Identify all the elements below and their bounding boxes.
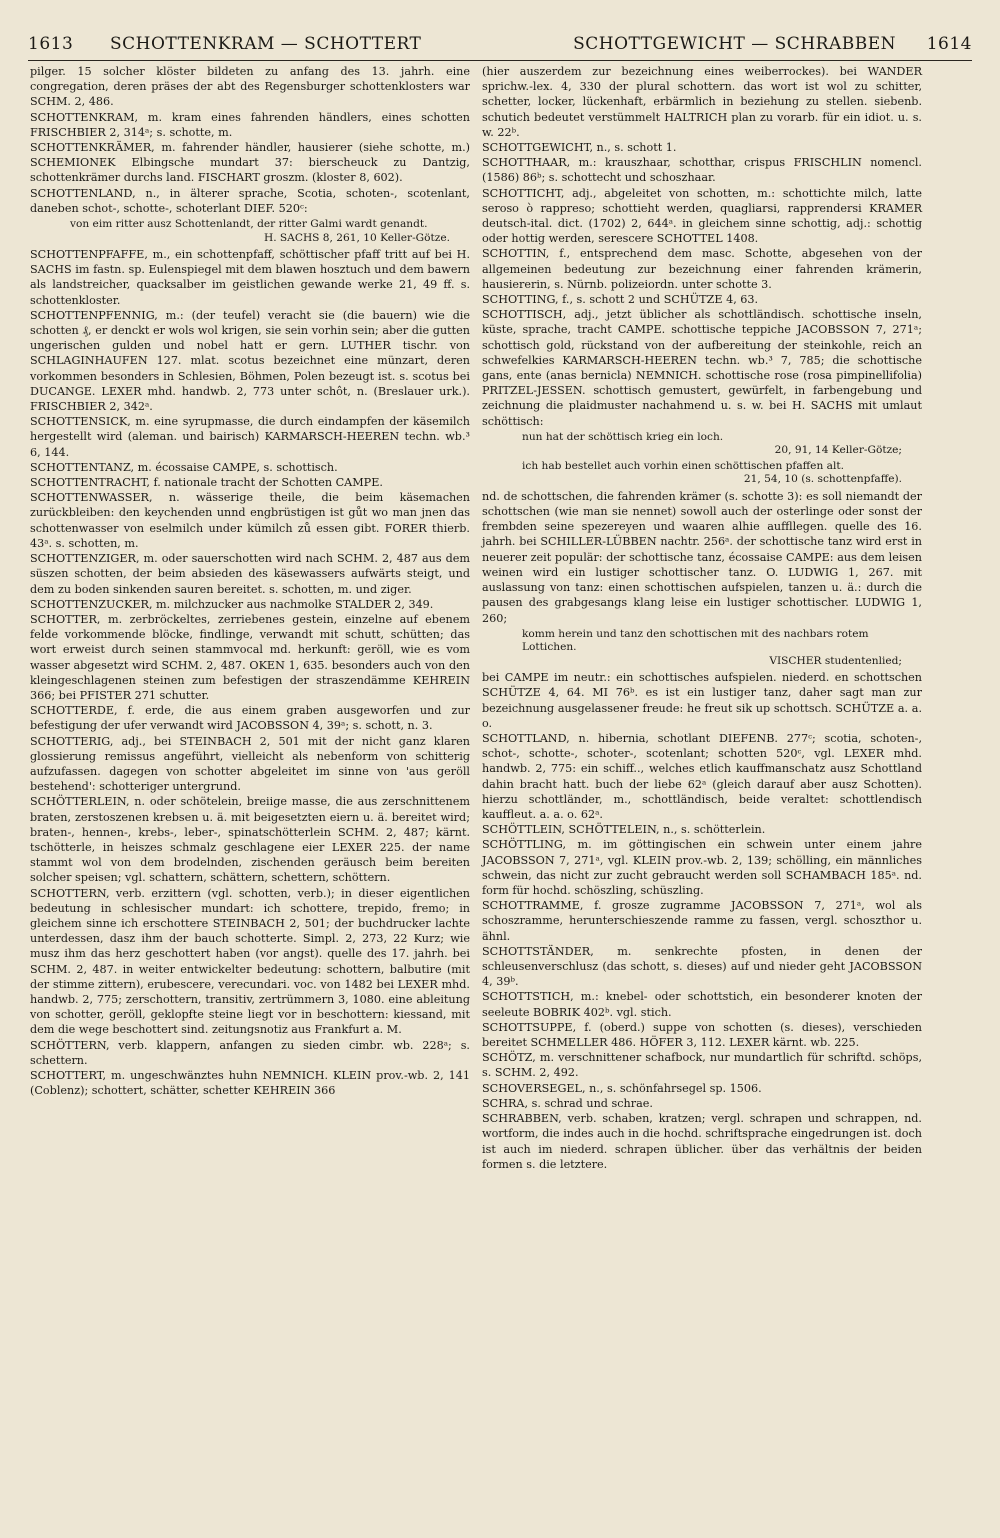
dictionary-entry: SCHOTTENZUCKER, m. milchzucker aus nachmolke STALDER 2, 349. — [30, 597, 434, 611]
right-running-title: SCHOTTGEWICHT — SCHRABBEN — [573, 34, 896, 54]
dictionary-entry: SCHOTTISCH, adj., jetzt üblicher als schottländisch. schottische inseln, küste, sprache, tracht CAMPE. schottische teppiche JACOBSSON 7, 271ᵃ; schottisch gold, rückstand von der aufbereitung der steinkohle, reich an schwefelkies KARMARSCH-HEEREN techn. wb.³ 7, 785; die schottische gans, ente (anas bernicla) NEMNICH. schottische rose (rosa pimpinellifolia) PRITZEL-JESSEN. schottisch gemustert, gewürfelt, in farbengebung und zeichnung die plaidmuster nachahmend u. s. w. bei H. SACHS mit umlaut schöttisch: — [482, 308, 922, 428]
dictionary-entry: SCHÖTTLING, m. im göttingischen ein schwein unter einem jahre JACOBSSON 7, 271ᵃ, vgl. KLEIN prov.-wb. 2, 139; schölling, ein männliches schwein, das nicht zur zucht gebraucht werden soll SCHAMBACH 185ᵃ. nd. form für hochd. schöszling, schüszling. — [482, 838, 922, 898]
dictionary-entry: SCHÖTZ, m. verschnittener schafbock, nur mundartlich für schriftd. schöps, s. SCHM. 2, 492. — [482, 1051, 922, 1080]
dictionary-entry: SCHOTTENWASSER, n. wässerige theile, die beim käsemachen zurückbleiben: den keychenden unnd engbrüstigen ist gůt wo man jnen das schottenwasser von eselmilch under kümilch zů essen gibt. FORER thierb. 43ᵃ. s. schotten, m. — [30, 491, 470, 550]
dictionary-entry: SCHOTTER, m. zerbröckeltes, zerriebenes gestein, einzelne auf ebenem felde vorkommende blöcke, findlinge, verwandt mit schutt, schütten; das wort erweist durch seinen stammvocal md. herkunft: geröll, wie es vom wasser abgesetzt wird SCHM. 2, 487. OKEN 1, 635. besonders auch von den kleingeschlagenen steinen zum befestigen der straszendämme KEHREIN 366; bei PFISTER 271 schutter. — [30, 612, 470, 702]
quotation: ich hab bestellet auch vorhin einen schöttischen pfaffen alt. 21, 54, 10 (s. schottenpfaffe). — [522, 459, 902, 486]
dictionary-entry: SCHOTTENKRAM, m. kram eines fahrenden händlers, eines schotten FRISCHBIER 2, 314ᵃ; s. schotte, m. — [30, 110, 470, 139]
dictionary-entry: pilger. 15 solcher klöster bildeten zu anfang des 13. jahrh. eine congregation, deren präses der abt des Regensburger schottenklosters war SCHM. 2, 486. — [30, 65, 470, 109]
dictionary-entry: SCHOTTRAMME, f. grosze zugramme JACOBSSON 7, 271ᵃ, wol als schoszramme, herunterschieszende ramme zu fassen, vergl. schoszthor u. ähnl. — [482, 899, 922, 943]
dictionary-entry: SCHOTTERIG, adj., bei STEINBACH 2, 501 mit der nicht ganz klaren glossierung remissus angeführt, vielleicht als nebenform von schitterig aufzufassen. dagegen von schotter abgeleitet im sinne von 'aus geröll bestehend': schotteriger untergrund. — [30, 734, 470, 794]
dictionary-entry: SCHOTTIN, f., entsprechend dem masc. Schotte, abgesehen von der allgemeinen bedeutung zur bezeichnung einer fahrenden krämerin, hausiererin, s. Nürnb. polizeiordn. unter schotte 3. — [482, 247, 922, 291]
dictionary-entry: SCHOTTHAAR, m.: krauszhaar, schotthar, crispus FRISCHLIN nomencl. (1586) 86ᵇ; s. schottecht und schoszhaar. — [482, 156, 922, 185]
quotation: nun hat der schöttisch krieg ein loch. 20, 91, 14 Keller-Götze; — [522, 430, 902, 457]
dictionary-entry: SCHOTTSTÄNDER, m. senkrechte pfosten, in denen der schleusenverschlusz (das schott, s. dieses) auf und nieder geht JACOBSSON 4, 39ᵇ. — [482, 944, 922, 989]
right-page-number: 1614 — [926, 34, 972, 54]
page-header — [28, 30, 972, 61]
dictionary-entry: SCHOTTGEWICHT, n., s. schott 1. — [482, 141, 677, 155]
left-column — [30, 64, 470, 1098]
dictionary-entry: SCHOTTENZIGER, m. oder sauerschotten wird nach SCHM. 2, 487 aus dem süszen schotten, der beim absieden des käsewassers aufwärts steigt, und dem zu boden sinkenden sauren bereitet. s. schotten, m. und ziger. — [30, 552, 470, 596]
dictionary-entry: SCHOTTENTRACHT, f. nationale tracht der Schotten CAMPE. — [30, 476, 383, 490]
dictionary-entry: bei CAMPE im neutr.: ein schottisches aufspielen. niederd. en schottschen SCHÜTZE 4, 64. MI 76ᵇ. es ist ein lustiger tanz, daher sagt man zur bezeichnung ausgelassener freude: he freut sik up schottsch. SCHÜTZE a. a. o. — [482, 671, 922, 730]
left-running-title: SCHOTTENKRAM — SCHOTTERT — [110, 34, 422, 54]
dictionary-entry: SCHOTTLAND, n. hibernia, schotlant DIEFENB. 277ᶜ; scotia, schoten-, schot-, schotte-, schoter-, scotenlant; schotten 520ᶜ, vgl. LEXER mhd. handwb. 2, 775: ein schiff.., welches etlich kauffmanschatz ausz Schottland dahin bracht hatt. buch der liebe 62ᵃ (gleich darauf aber ausz Schotten). hierzu schottländer, m., schottländisch, beide veraltet: schottlendisch kauffleut. a. a. o. 62ᵃ. — [482, 732, 922, 822]
dictionary-entry: SCHOTTERDE, f. erde, die aus einem graben ausgeworfen und zur befestigung der ufer verwandt wird JACOBSSON 4, 39ᵃ; s. schott, n. 3. — [30, 704, 470, 733]
left-page-number: 1613 — [28, 34, 74, 54]
dictionary-entry: SCHOTTENLAND, n., in älterer sprache, Scotia, schoten-, scotenlant, daneben schot-, schotte-, schoterlant DIEF. 520ᶜ: — [30, 186, 470, 215]
right-column — [482, 64, 922, 1172]
dictionary-entry: (hier auszerdem zur bezeichnung eines weiberrockes). bei WANDER sprichw.-lex. 4, 330 der plural schottern. das wort ist wol zu schitter, schetter, locker, lückenhaft, erbärmlich in beziehung zu stellen. siebenb. schutich bedeutet verstümmelt HALTRICH plan zu vorarb. für ein idiot. u. s. w. 22ᵇ. — [482, 65, 922, 139]
dictionary-entry: SCHÖTTERLEIN, n. oder schötelein, breiige masse, die aus zerschnittenem braten, zerstoszenen krebsen u. ä. mit beigesetzten eiern u. ä. bereitet wird; braten-, hennen-, krebs-, leber-, spinatschötterlein SCHM. 2, 487; kärnt. tschötterle, in heiszes schmalz geschlagene eier LEXER 225. der name stammt wol von dem brodelnden, zischenden geräusch beim bereiten solcher speisen; vgl. schattern, schättern, schettern, schöttern. — [30, 795, 470, 885]
dictionary-entry: SCHOTTENPFAFFE, m., ein schottenpfaff, schöttischer pfaff tritt auf bei H. SACHS im fastn. sp. Eulenspiegel mit dem blawen hosztuch und dem bawern als landstreicher, quacksalber im geistlichen gewande werke 21, 49 ff. s. schottenkloster. — [30, 248, 470, 307]
dictionary-entry: SCHOTTSTICH, m.: knebel- oder schottstich, ein besonderer knoten der seeleute BOBRIK 402ᵇ. vgl. stich. — [482, 990, 922, 1019]
dictionary-entry: SCHOTTENPFENNIG, m.: (der teufel) veracht sie (die bauern) wie die schotten ₰, er denckt er wols wol krigen, sie sein vorhin sein; aber die gutten ungerischen gulden und nobel hatt er gern. LUTHER tischr. von SCHLAGINHAUFEN 127. mlat. scotus bezeichnet eine münzart, deren vorkommen besonders in Schlesien, Böhmen, Polen bezeugt ist. s. scotus bei DUCANGE. LEXER mhd. handwb. 2, 773 unter schôt, n. (Breslauer urk.). FRISCHBIER 2, 342ᵃ. — [30, 308, 470, 414]
dictionary-entry: nd. de schottschen, die fahrenden krämer (s. schotte 3): es soll niemandt der schottschen (wie man sie nennet) sowoll auch der osterlinge oder sonst der frembden seine spezereyen und waaren alhie auffllegen. quelle des 16. jahrh. bei SCHILLER-LÜBBEN nachtr. 256ᵃ. der schottische tanz wird erst in neuerer zeit populär: der schottische tanz, écossaise CAMPE: aus dem leisen weinen wird ein lustiger schottischer tanz. O. LUDWIG 1, 267. mit auslassung von tanz: einen schottischen aufspielen, tanzen u. ä.: durch die pausen des grabgesangs klang leise ein lustiger schottischer. LUDWIG 1, 260; — [482, 489, 922, 625]
dictionary-entry: SCHOTTENKRÄMER, m. fahrender händler, hausierer (siehe schotte, m.) SCHEMIONEK Elbingsche mundart 37: bierscheuck zu Dantzig, schottenkrämer durchs land. FISCHART groszm. (kloster 8, 602). — [30, 141, 470, 185]
dictionary-entry: SCHÖTTLEIN, SCHÖTTELEIN, n., s. schötterlein. — [482, 823, 766, 837]
dictionary-entry: SCHOTTERN, verb. erzittern (vgl. schotten, verb.); in dieser eigentlichen bedeutung in schlesischer mundart: ich schottere, trepido, fremo; in gleichem sinne ich erschottere STEINBACH 2, 501; der buchdrucker lachte unterdessen, dasz ihm der bauch schotterte. Simpl. 2, 273, 22 Kurz; wie musz ihm das herz geschottert haben (vor angst). quelle des 17. jahrh. bei SCHM. 2, 487. in weiter entwickelter bedeutung: schottern, balbutire (mit der stimme zittern), erubescere, verecundari. voc. von 1482 bei LEXER mhd. handwb. 2, 775; zerschottern, transitiv, zertrümmern 3, 1080. eine ableitung von schotter, geröll, geklopfte steine liegt vor in beschottern: kiessand, mit dem die wege beschottert sind. zeitungsnotiz aus Frankfurt a. M. — [30, 886, 470, 1037]
quotation: von eim ritter ausz Schottenlandt, der ritter Galmi wardt genandt. H. SACHS 8, 261, 10 Keller-Götze. — [70, 218, 450, 244]
dictionary-entry: SCHOTTING, f., s. schott 2 und SCHÜTZE 4, 63. — [482, 293, 759, 307]
dictionary-entry: SCHRA, s. schrad und schrae. — [482, 1096, 653, 1110]
dictionary-entry: SCHOTTENTANZ, m. écossaise CAMPE, s. schottisch. — [30, 460, 338, 474]
dictionary-entry: SCHÖTTERN, verb. klappern, anfangen zu sieden cimbr. wb. 228ᵃ; s. schettern. — [30, 1038, 470, 1067]
dictionary-entry: SCHRABBEN, verb. schaben, kratzen; vergl. schrapen und schrappen, nd. wortform, die indes auch in die hochd. schriftsprache eingedrungen ist. doch ist auch im niederd. schrapen üblicher. über das verhältnis der beiden formen s. die letztere. — [482, 1112, 922, 1171]
dictionary-entry: SCHOTTENSICK, m. eine syrupmasse, die durch eindampfen der käsemilch hergestellt wird (aleman. und bairisch) KARMARSCH-HEEREN techn. wb.³ 6, 144. — [30, 415, 470, 459]
dictionary-entry: SCHOTTERT, m. ungeschwänztes huhn NEMNICH. KLEIN prov.-wb. 2, 141 (Coblenz); schottert, schätter, schetter KEHREIN 366 — [30, 1069, 470, 1098]
dictionary-entry: SCHOVERSEGEL, n., s. schönfahrsegel sp. 1506. — [482, 1081, 762, 1095]
dictionary-entry: SCHOTTSUPPE, f. (oberd.) suppe von schotten (s. dieses), verschieden bereitet SCHMELLER 486. HÖFER 3, 112. LEXER kärnt. wb. 225. — [482, 1020, 922, 1050]
dictionary-entry: SCHOTTICHT, adj., abgeleitet von schotten, m.: schottichte milch, latte seroso ò rappreso; schottieht werden, quagliarsi, rapprendersi KRAMER deutsch-ital. dict. (1702) 2, 644ᵃ. in gleichem sinne schottig, adj.: schottig oder hottig werden, serescere SCHOTTEL 1408. — [482, 186, 922, 246]
quotation: komm herein und tanz den schottischen mit des nachbars rotem Lottichen. VISCHER studentenlied; — [522, 627, 902, 667]
